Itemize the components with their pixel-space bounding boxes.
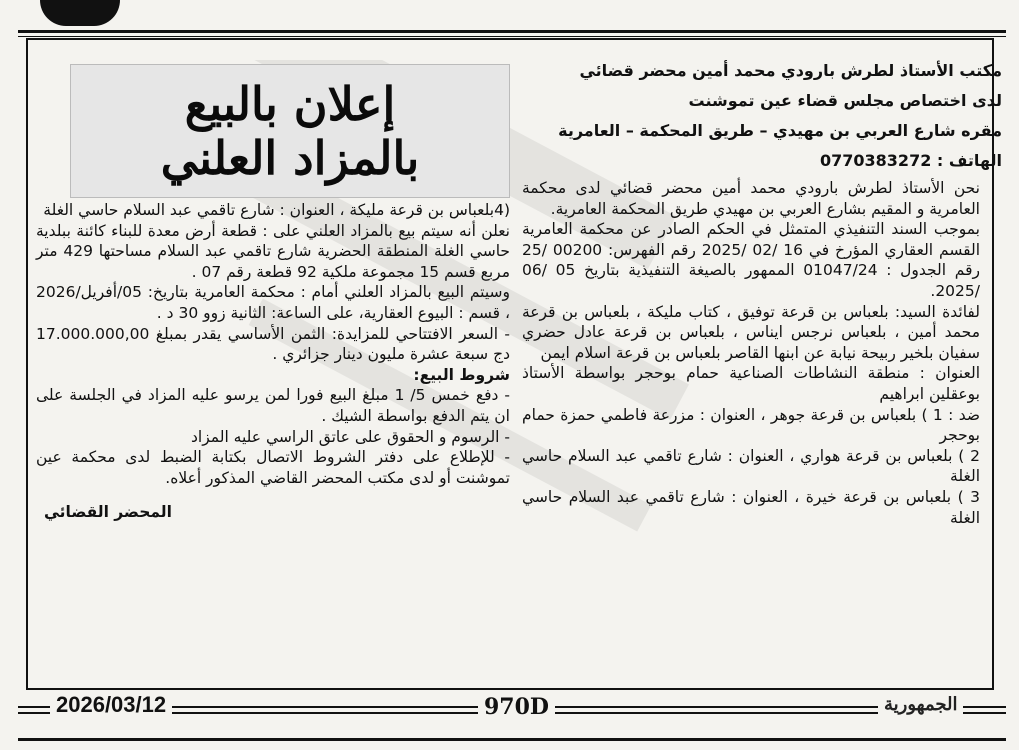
- defendant-1: ضد : 1 ) بلعباس بن قرعة جوهر ، العنوان : مزرعة فاطمي حمزة حمام بوحجر: [522, 405, 981, 445]
- bottom-rule: [18, 738, 1006, 741]
- publication-date: 2026/03/12: [50, 692, 172, 718]
- condition-1: - دفع خمس 5/ 1 مبلغ البيع فورا لمن يرسو عليه المزاد في الجلسة على ان يتم الدفع بواسطة الشيك .: [36, 386, 510, 425]
- office-header: مكتب الأستاذ لطرش بارودي محمد أمين محضر قضائي: [579, 61, 1002, 80]
- left-column: [36, 200, 510, 523]
- beneficiaries-address: العنوان : منطقة النشاطات الصناعية حمام بوحجر بواسطة الأستاذ بوعقلين ابراهيم: [522, 364, 980, 403]
- property-paragraph: نعلن أنه سيتم بيع بالمزاد العلني على : قطعة أرض معدة للبناء كائنة ببلدية حاسي الغلة المنطقة الحضرية شارع تاقمي عبد السلام مساحتها 429 متر مربع قسم 15 مجموعة ملكية 92 قطعة رقم 07 .: [36, 221, 510, 281]
- title-box: [70, 64, 510, 198]
- defendant-2: 2 ) بلعباس بن قرعة هواري ، العنوان : شارع تاقمي عبد السلام حاسي الغلة: [522, 446, 980, 486]
- intro-paragraph: نحن الأستاذ لطرش بارودي محمد أمين محضر قضائي لدى محكمة العامرية و المقيم بشارع العربي بن مهيدي طريق المحكمة العامرية.: [522, 179, 980, 218]
- conditions-title: شروط البيع:: [413, 365, 510, 384]
- right-column: [522, 56, 1002, 528]
- signature: المحضر القضائي: [44, 503, 172, 522]
- ad-title-line-2: بالمزاد العلني: [160, 131, 420, 185]
- condition-2: - الرسوم و الحقوق على عاتق الراسي عليه المزاد: [191, 427, 510, 446]
- top-rule-thin: [18, 36, 1006, 37]
- defendant-3: 3 ) بلعباس بن قرعة خيرة ، العنوان : شارع تاقمي عبد السلام حاسي الغلة: [522, 487, 980, 527]
- top-rule: [18, 30, 1006, 33]
- phone-header: الهاتف : 0770383272: [820, 151, 1002, 170]
- auction-date-paragraph: وسيتم البيع بالمزاد العلني أمام : محكمة العامرية بتاريخ: 05/أفريل/2026 ، قسم : البيوع العقارية، على الساعة: الثانية زوو 30 د .: [36, 283, 510, 322]
- jurisdiction-header: لدى اختصاص مجلس قضاء عين تموشنت: [688, 91, 1002, 110]
- newspaper-logo: الجمهورية: [878, 694, 963, 715]
- ad-title-line-1: إعلان بالبيع: [184, 77, 396, 131]
- ad-code: 970D: [478, 694, 555, 720]
- address-header: مقره شارع العربي بن مهيدي – طريق المحكمة – العامرية: [558, 121, 1002, 140]
- opening-price-paragraph: - السعر الافتتاحي للمزايدة: الثمن الأساسي يقدر بمبلغ 17.000.000,00 دج سبعة عشرة مليون دينار جزائري .: [36, 324, 510, 364]
- condition-3: - للإطلاع على دفتر الشروط الاتصال بكتابة الضبط لدى محكمة عين تموشنت أو لدى مكتب المحضر القاضي المذكور أعلاه.: [36, 448, 510, 487]
- beneficiaries-paragraph: لفائدة السيد: بلعباس بن قرعة توفيق ، كتاب مليكة ، بلعباس بن قرعة محمد أمين ، بلعباس نرجس ايناس ، بلعباس بن قرعة عادل حضري سفيان بلخير ربيحة نيابة عن ابنها القاصر بلعباس بن قرعة اسلام ايمن: [522, 302, 980, 362]
- newspaper-emblem: [40, 0, 120, 26]
- executive-order-paragraph: بموجب السند التنفيذي المتمثل في الحكم الصادر عن محكمة العامرية القسم العقاري المؤرخ في 16 /02 /2025 رقم الفهرس: 00200 /25 رقم الجدول : 01047/24 الممهور بالصيغة التنفيذية بتاريخ 05 /06 /2025.: [522, 220, 981, 300]
- defendant-4: (4بلعباس بن قرعة مليكة ، العنوان : شارع تاقمي عبد السلام حاسي الغلة: [43, 201, 510, 219]
